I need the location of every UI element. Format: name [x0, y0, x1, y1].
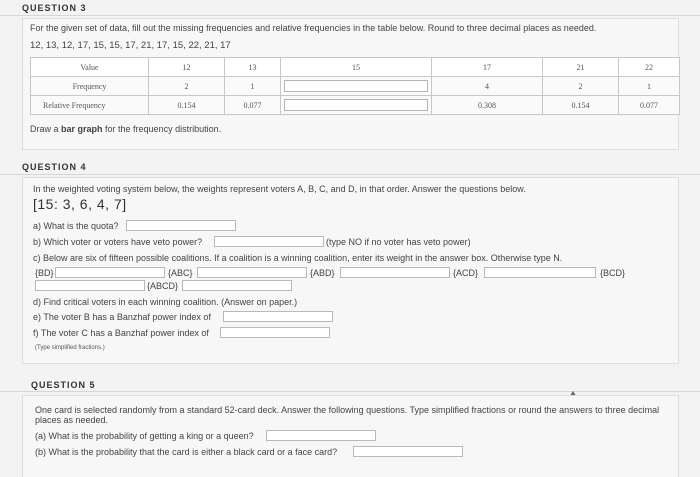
question-5-heading: QUESTION 5 [31, 380, 96, 390]
quota-input[interactable] [126, 220, 236, 231]
row-label: Frequency [31, 77, 149, 96]
coalition-abcd-input[interactable] [182, 280, 292, 291]
coalition-label: {ACD} [453, 268, 479, 278]
bar-graph-instruction [30, 124, 221, 134]
coalition-label: {ABCD} [147, 281, 179, 291]
relative-15-input[interactable] [284, 99, 428, 111]
black-face-input[interactable] [353, 446, 463, 457]
banzhaf-b-input[interactable] [223, 311, 333, 322]
row-label: Value [31, 58, 149, 77]
table-cell: 13 [225, 58, 281, 77]
divider [0, 391, 700, 392]
fraction-note: (Type simplified fractions.) [35, 345, 105, 351]
veto-input[interactable] [214, 236, 324, 247]
divider [0, 174, 700, 175]
data-set: 12, 13, 12, 17, 15, 15, 17, 21, 17, 15, 22, 21, 17 [30, 40, 231, 51]
question-4-heading: QUESTION 4 [22, 162, 87, 172]
table-cell: 12 [149, 58, 225, 77]
divider [0, 15, 700, 16]
table-cell: 0.077 [225, 96, 281, 115]
king-queen-input[interactable] [266, 430, 376, 441]
table-cell: 2 [149, 77, 225, 96]
banzhaf-b-label: e) The voter B has a Banzhaf power index of [33, 312, 211, 322]
table-cell: 1 [225, 77, 281, 96]
coalition-bcd-input[interactable] [35, 280, 145, 291]
table-cell: 17 [432, 58, 543, 77]
relative-15-cell [281, 96, 432, 115]
table-cell: 0.154 [149, 96, 225, 115]
banzhaf-c-label: f) The voter C has a Banzhaf power index of [33, 328, 209, 338]
instruction-text: for the frequency distribution. [102, 124, 222, 134]
weighted-system: [15: 3, 6, 4, 7] [33, 196, 127, 212]
question-4-prompt: In the weighted voting system below, the weights represent voters A, B, C, and D, in that order. Answer the questions below. [33, 184, 526, 194]
veto-label: b) Which voter or voters have veto power? [33, 237, 203, 247]
instruction-text: Draw a [30, 124, 62, 134]
table-cell: 0.308 [432, 96, 543, 115]
veto-hint: (type NO if no voter has veto power) [326, 237, 471, 247]
coalition-label: {BCD} [600, 268, 626, 278]
table-cell: 21 [543, 58, 619, 77]
table-cell: 22 [619, 58, 680, 77]
coalition-label: {BD} [35, 268, 54, 278]
coalition-bd-input[interactable] [55, 267, 165, 278]
question-3-heading: QUESTION 3 [22, 3, 87, 13]
table-row [31, 96, 680, 115]
quota-label: a) What is the quota? [33, 221, 119, 231]
table-row [31, 58, 680, 77]
table-cell: 1 [619, 77, 680, 96]
question-3-prompt: For the given set of data, fill out the missing frequencies and relative frequencies in the table below. Round to three decimal places as needed. [30, 23, 597, 33]
coalition-label: {ABD} [310, 268, 335, 278]
black-face-label: (b) What is the probability that the card is either a black card or a face card? [35, 447, 338, 457]
table-row [31, 77, 680, 96]
coalition-abc-input[interactable] [197, 267, 307, 278]
question-5-prompt: One card is selected randomly from a standard 52-card deck. Answer the following questions. Type simplified fractions or round the answers to three decimal places as needed. [35, 405, 660, 425]
instruction-bold: bar graph [61, 124, 103, 134]
frequency-15-input[interactable] [284, 80, 428, 92]
table-cell: 15 [281, 58, 432, 77]
coalition-acd-input[interactable] [484, 267, 596, 278]
frequency-table [30, 57, 680, 115]
banzhaf-c-input[interactable] [220, 327, 330, 338]
table-cell: 4 [432, 77, 543, 96]
table-cell: 0.154 [543, 96, 619, 115]
table-cell: 2 [543, 77, 619, 96]
king-queen-label: (a) What is the probability of getting a king or a queen? [35, 431, 254, 441]
coalition-label: {ABC} [168, 268, 193, 278]
row-label: Relative Frequency [31, 96, 149, 115]
frequency-15-cell [281, 77, 432, 96]
coalition-abd-input[interactable] [340, 267, 450, 278]
coalitions-prompt: c) Below are six of fifteen possible coalitions. If a coalition is a winning coalition, enter its weight in the answer box. Otherwise type N. [33, 253, 563, 263]
table-cell: 0.077 [619, 96, 680, 115]
critical-voters-text: d) Find critical voters in each winning coalition. (Answer on paper.) [33, 297, 298, 307]
